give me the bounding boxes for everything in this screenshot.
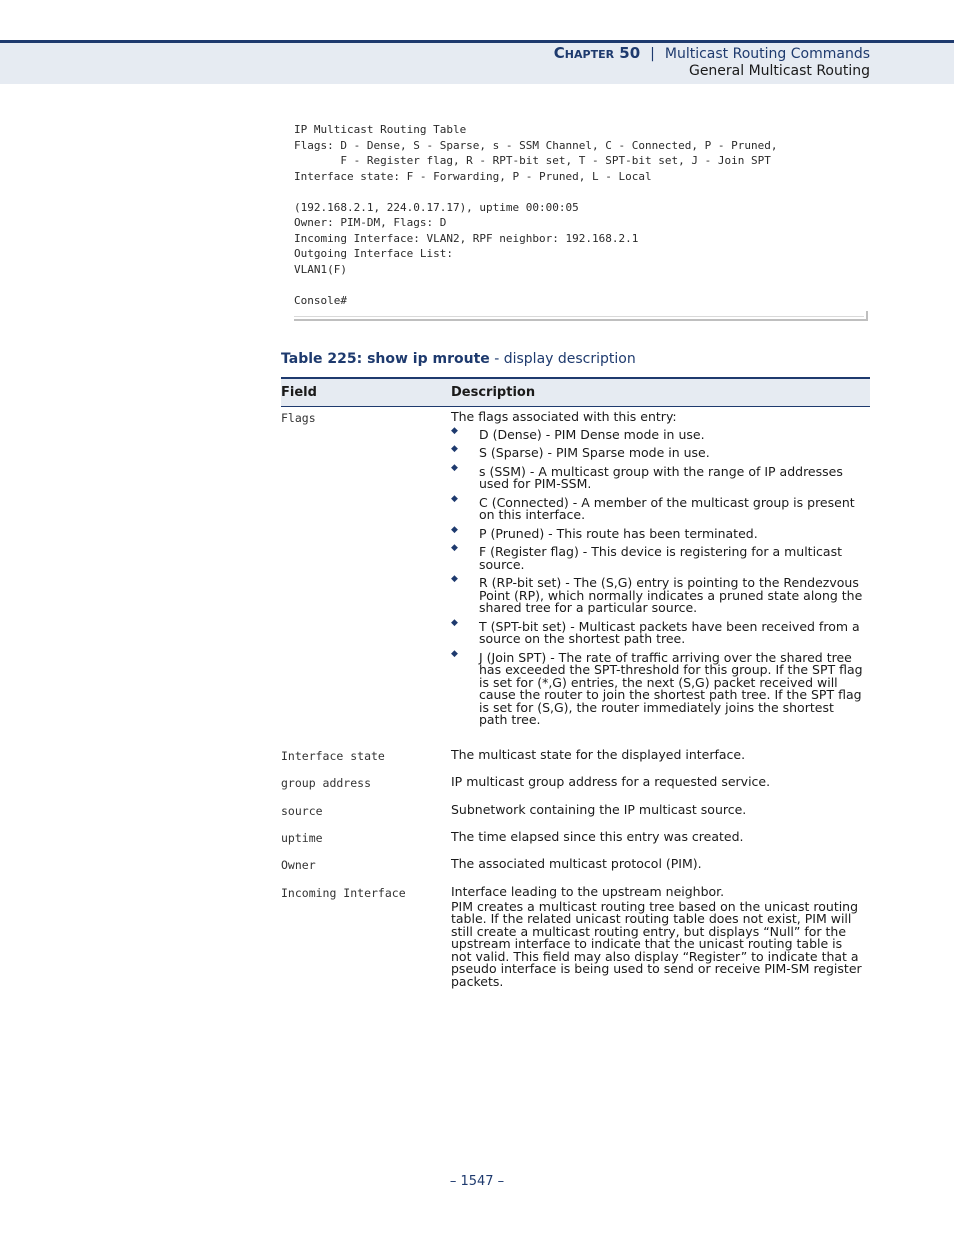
row-field: uptime — [281, 831, 323, 845]
row-description: Subnetwork containing the IP multicast source. — [451, 802, 747, 817]
code-line: Console# — [294, 293, 347, 307]
list-item-text: T (SPT-bit set) - Multicast packets have been received from a source on the shortest path tree. — [479, 618, 860, 646]
code-line: Interface state: F - Forwarding, P - Pruned, L - Local — [294, 169, 652, 183]
diamond-bullet-icon: ◆ — [451, 617, 458, 628]
description-text: The flags associated with this entry: — [451, 409, 677, 424]
table-caption-title: Table 225: show ip mroute — [281, 351, 490, 367]
code-line: IP Multicast Routing Table — [294, 123, 467, 136]
table-caption — [281, 351, 636, 367]
list-item — [451, 493, 863, 522]
list-item-text: R (RP-bit set) - The (S,G) entry is pointing to the Rendezvous Point (RP), which normally indicates a pruned state along the shared tree for a particular source. — [479, 575, 863, 615]
list-item — [451, 617, 863, 646]
list-item — [451, 574, 863, 615]
list-item-text: s (SSM) - A multicast group with the range of IP addresses used for PIM-SSM. — [479, 463, 843, 491]
row-description — [451, 886, 863, 988]
header-chapter — [554, 44, 870, 62]
row-field: Interface state — [281, 749, 385, 763]
list-item — [451, 462, 863, 491]
row-description — [451, 411, 863, 727]
list-item-text: J (Join SPT) - The rate of traffic arriving over the shared tree has exceeded the SPT-threshold for this group. If the SPT flag is set for (*,G) entries, the next (S,G) packet received will cause the router to join the shortest path tree. If the SPT flag is set for (S,G), the router immediately joins the shortest path tree. — [479, 649, 863, 727]
code-line: Owner: PIM-DM, Flags: D — [294, 216, 447, 229]
diamond-bullet-icon: ◆ — [451, 493, 458, 504]
diamond-bullet-icon: ◆ — [451, 444, 458, 454]
chapter-label: Chapter 50 — [553, 44, 641, 62]
row-description: IP multicast group address for a requested service. — [451, 774, 771, 789]
code-line: VLAN1(F) — [294, 262, 347, 276]
diamond-bullet-icon: ◆ — [451, 462, 458, 473]
list-item — [451, 524, 863, 541]
row-field: Flags — [281, 411, 316, 425]
code-line: Outgoing Interface List: — [294, 247, 453, 260]
list-item — [451, 444, 863, 460]
code-line: Incoming Interface: VLAN2, RPF neighbor: 192.168.2.1 — [294, 231, 639, 245]
diamond-bullet-icon: ◆ — [451, 543, 458, 553]
list-item-text: F (Register flag) - This device is registering for a multicast source. — [479, 544, 842, 572]
list-item-text: P (Pruned) - This route has been terminated. — [479, 525, 758, 541]
diamond-bullet-icon: ◆ — [451, 524, 458, 535]
code-line: F - Register flag, R - RPT-bit set, T - SPT-bit set, J - Join SPT — [294, 154, 771, 167]
list-item-text: C (Connected) - A member of the multicast group is present on this interface. — [479, 494, 855, 522]
code-block-rule — [294, 311, 868, 321]
row-field: Incoming Interface — [281, 886, 406, 900]
row-description: The multicast state for the displayed interface. — [451, 747, 746, 762]
header-separator: | — [650, 46, 655, 62]
list-item-text: S (Sparse) - PIM Sparse mode in use. — [479, 445, 710, 460]
row-field: Owner — [281, 858, 316, 872]
table-caption-rest: - display description — [489, 351, 636, 367]
chapter-title: Multicast Routing Commands — [664, 46, 870, 62]
description-detail: PIM creates a multicast routing tree based on the unicast routing table. If the related unicast routing table does not exist, PIM will still create a multicast routing entry, but displays “Null” for the upstream interface to indicate that the unicast routing table is not valid. This field may also display “Register” to indicate that a pseudo interface is being used to send or receive PIM-SM register packets. — [451, 898, 862, 989]
column-header-description: Description — [451, 385, 536, 400]
flag-list — [451, 425, 863, 727]
diamond-bullet-icon: ◆ — [451, 574, 458, 584]
row-field: group address — [281, 776, 372, 790]
list-item-text: D (Dense) - PIM Dense mode in use. — [479, 426, 705, 442]
page-number: – 1547 – — [449, 1174, 505, 1189]
code-line: (192.168.2.1, 224.0.17.17), uptime 00:00:05 — [294, 200, 579, 214]
row-description: The time elapsed since this entry was created. — [451, 829, 744, 844]
list-item — [451, 648, 863, 727]
description-text: Interface leading to the upstream neighbor. — [451, 884, 725, 899]
code-line: Flags: D - Dense, S - Sparse, s - SSM Channel, C - Connected, P - Pruned, — [294, 138, 778, 152]
row-field: source — [281, 804, 323, 818]
list-item — [451, 543, 863, 572]
column-header-field: Field — [281, 385, 317, 400]
diamond-bullet-icon: ◆ — [451, 648, 458, 659]
list-item — [451, 425, 863, 442]
code-example — [294, 122, 864, 308]
diamond-bullet-icon: ◆ — [451, 425, 458, 436]
section-title: General Multicast Routing — [688, 63, 870, 79]
row-description: The associated multicast protocol (PIM). — [451, 856, 702, 871]
table-header-row — [281, 377, 870, 407]
